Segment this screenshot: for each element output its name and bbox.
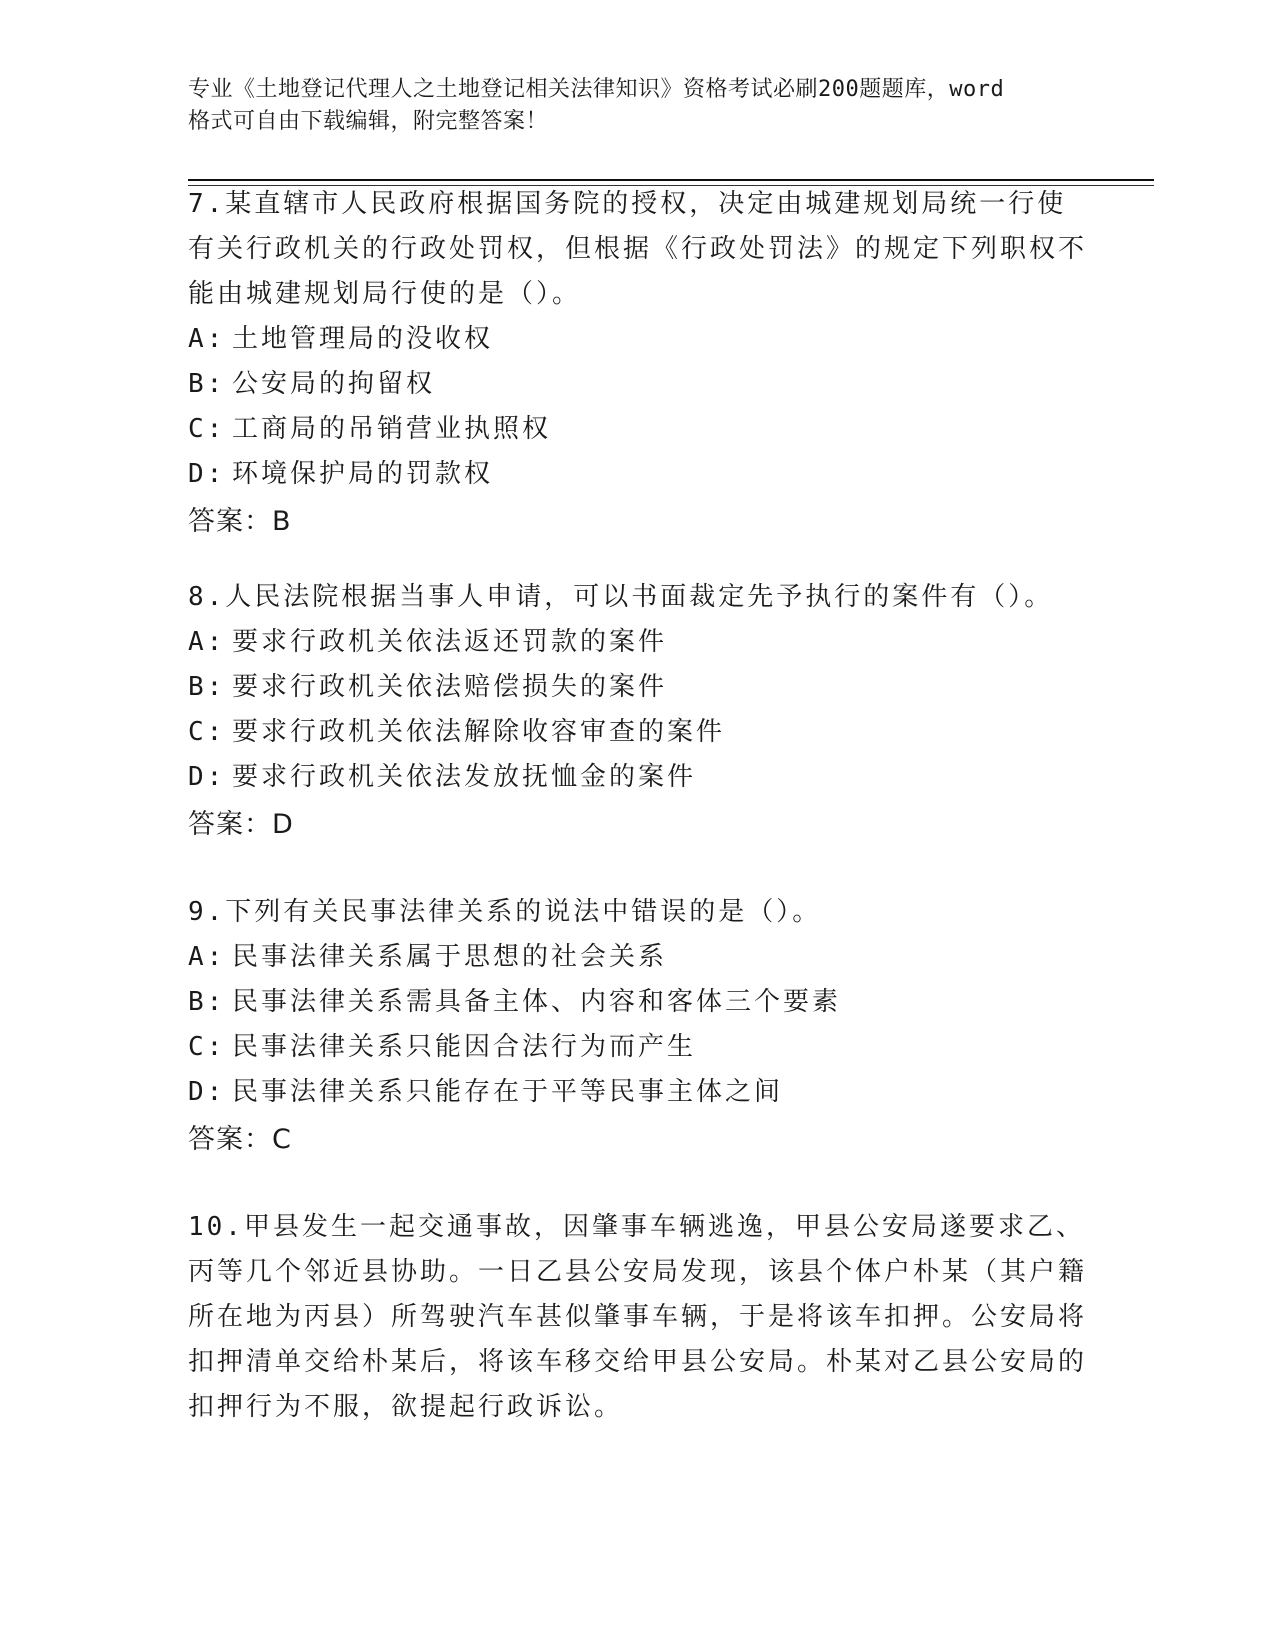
option-letter: D:	[188, 1077, 226, 1107]
option-text: 土地管理局的没收权	[232, 324, 494, 354]
header-line-2: 格式可自由下载编辑，附完整答案！	[188, 109, 549, 134]
option-letter: B:	[188, 987, 226, 1017]
option-b	[188, 665, 1088, 710]
option-text: 环境保护局的罚款权	[232, 459, 494, 489]
option-b	[188, 362, 1088, 407]
option-text: 要求行政机关依法解除收容审查的案件	[232, 717, 726, 747]
option-letter: C:	[188, 717, 226, 747]
option-text: 民事法律关系只能存在于平等民事主体之间	[232, 1077, 784, 1107]
question-7	[188, 182, 1088, 544]
option-letter: A:	[188, 324, 226, 354]
option-text: 工商局的吊销营业执照权	[232, 414, 552, 444]
option-text: 民事法律关系属于思想的社会关系	[232, 942, 668, 972]
option-b	[188, 980, 1088, 1025]
option-letter: D:	[188, 762, 226, 792]
option-letter: C:	[188, 1032, 226, 1062]
option-a	[188, 620, 1088, 665]
document-header	[188, 74, 1088, 138]
question-stem: 9.下列有关民事法律关系的说法中错误的是（）。	[188, 897, 822, 927]
option-letter: B:	[188, 369, 226, 399]
option-a	[188, 935, 1088, 980]
option-c	[188, 407, 1088, 452]
answer-label: 答案：C	[188, 1124, 292, 1155]
option-text: 民事法律关系需具备主体、内容和客体三个要素	[232, 987, 842, 1017]
option-d	[188, 1070, 1088, 1115]
question-8	[188, 575, 1088, 847]
option-text: 要求行政机关依法发放抚恤金的案件	[232, 762, 697, 792]
option-c	[188, 1025, 1088, 1070]
header-rule-thick	[188, 179, 1154, 181]
option-letter: A:	[188, 942, 226, 972]
option-d	[188, 452, 1088, 497]
header-line-1: 专业《土地登记代理人之土地登记相关法律知识》资格考试必刷200题题库，word	[188, 77, 1005, 102]
question-10	[188, 1205, 1088, 1430]
option-a	[188, 317, 1088, 362]
option-text: 要求行政机关依法返还罚款的案件	[232, 627, 668, 657]
option-c	[188, 710, 1088, 755]
option-letter: B:	[188, 672, 226, 702]
option-text: 公安局的拘留权	[232, 369, 436, 399]
question-stem: 8.人民法院根据当事人申请，可以书面裁定先予执行的案件有（）。	[188, 582, 1054, 612]
answer-label: 答案：B	[188, 506, 292, 537]
option-text: 民事法律关系只能因合法行为而产生	[232, 1032, 697, 1062]
option-letter: D:	[188, 459, 226, 489]
option-d	[188, 755, 1088, 800]
option-text: 要求行政机关依法赔偿损失的案件	[232, 672, 668, 702]
question-stem: 7.某直辖市人民政府根据国务院的授权，决定由城建规划局统一行使有关行政机关的行政处罚权，但根据《行政处罚法》的规定下列职权不能由城建规划局行使的是（）。	[188, 189, 1088, 309]
question-stem: 10.甲县发生一起交通事故，因肇事车辆逃逸，甲县公安局遂要求乙、丙等几个邻近县协助。一日乙县公安局发现，该县个体户朴某（其户籍所在地为丙县）所驾驶汽车甚似肇事车辆，于是将该车扣押。公安局将扣押清单交给朴某后，将该车移交给甲县公安局。朴某对乙县公安局的扣押行为不服，欲提起行政诉讼。	[188, 1212, 1088, 1422]
option-letter: C:	[188, 414, 226, 444]
answer-label: 答案：D	[188, 809, 294, 840]
question-9	[188, 890, 1088, 1162]
option-letter: A:	[188, 627, 226, 657]
